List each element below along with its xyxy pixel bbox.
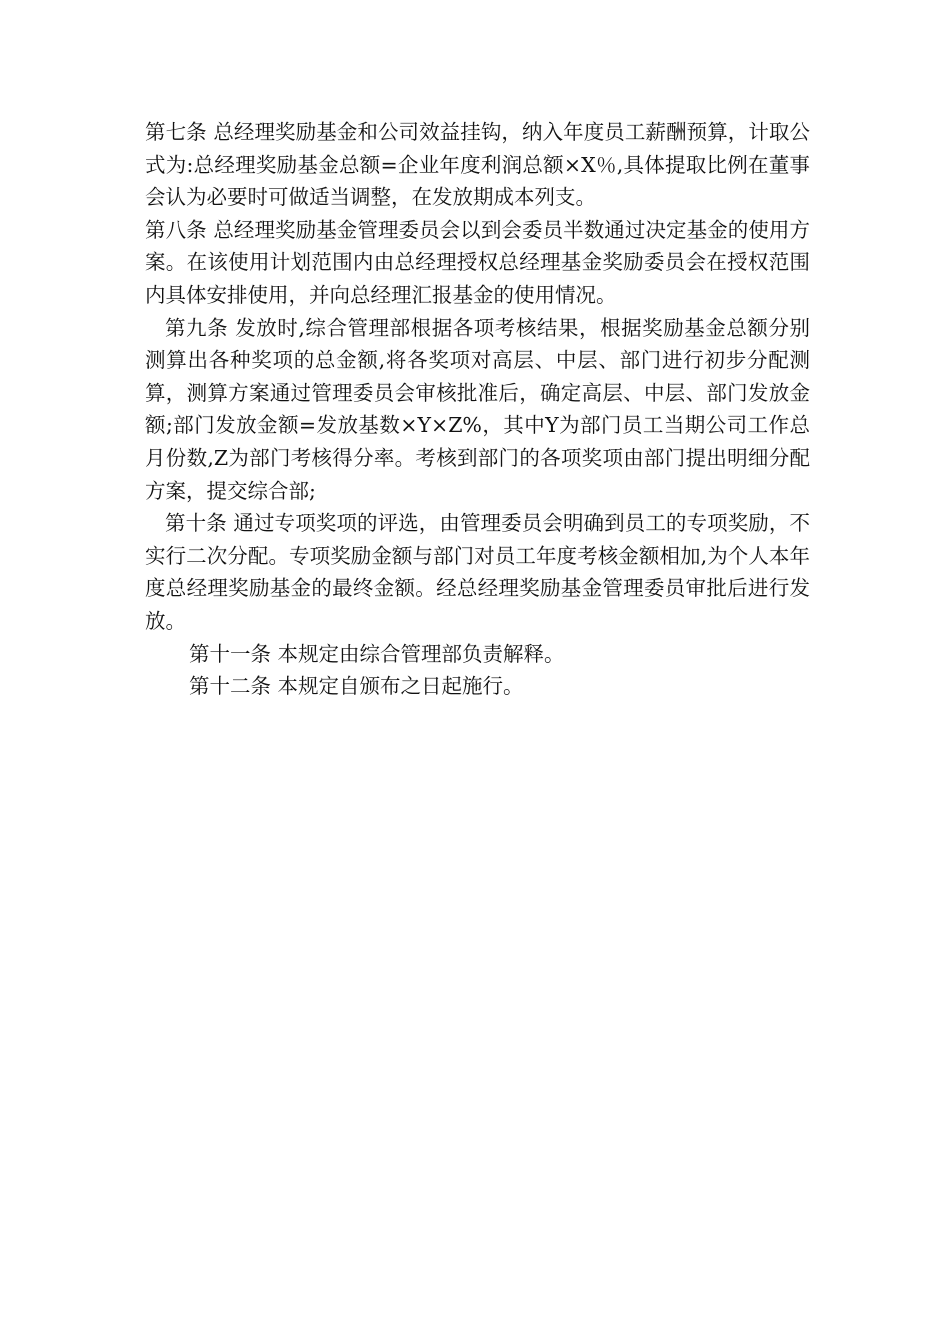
document-body: [145, 116, 810, 703]
article-7-paragraph: 第七条 总经理奖励基金和公司效益挂钩，纳入年度员工薪酬预算，计取公式为:总经理奖励基金总额=企业年度利润总额×X％,具体提取比例在董事会认为必要时可做适当调整，在发放期成本列支。: [145, 120, 810, 210]
article-10-paragraph: 第十条 通过专项奖项的评选，由管理委员会明确到员工的专项奖励，不实行二次分配。专项奖励金额与部门对员工年度考核金额相加,为个人本年度总经理奖励基金的最终金额。经总经理奖励基金管理委员审批后进行发放。: [145, 511, 810, 633]
article-12-paragraph: 第十二条 本规定自颁布之日起施行。: [189, 674, 524, 699]
article-11-paragraph: 第十一条 本规定由综合管理部负责解释。: [189, 641, 565, 666]
article-8-paragraph: 第八条 总经理奖励基金管理委员会以到会委员半数通过决定基金的使用方案。在该使用计划范围内由总经理授权总经理基金奖励委员会在授权范围内具体安排使用，并向总经理汇报基金的使用情况。: [145, 217, 810, 307]
article-9-paragraph: 第九条 发放时,综合管理部根据各项考核结果，根据奖励基金总额分别测算出各种奖项的总金额,将各奖项对高层、中层、部门进行初步分配测算，测算方案通过管理委员会审核批准后，确定高层、中层、部门发放金额;部门发放金额=发放基数×Y×Z%，其中Y为部门员工当期公司工作总月份数,Z为部门考核得分率。考核到部门的各项奖项由部门提出明细分配方案，提交综合部;: [145, 315, 810, 503]
